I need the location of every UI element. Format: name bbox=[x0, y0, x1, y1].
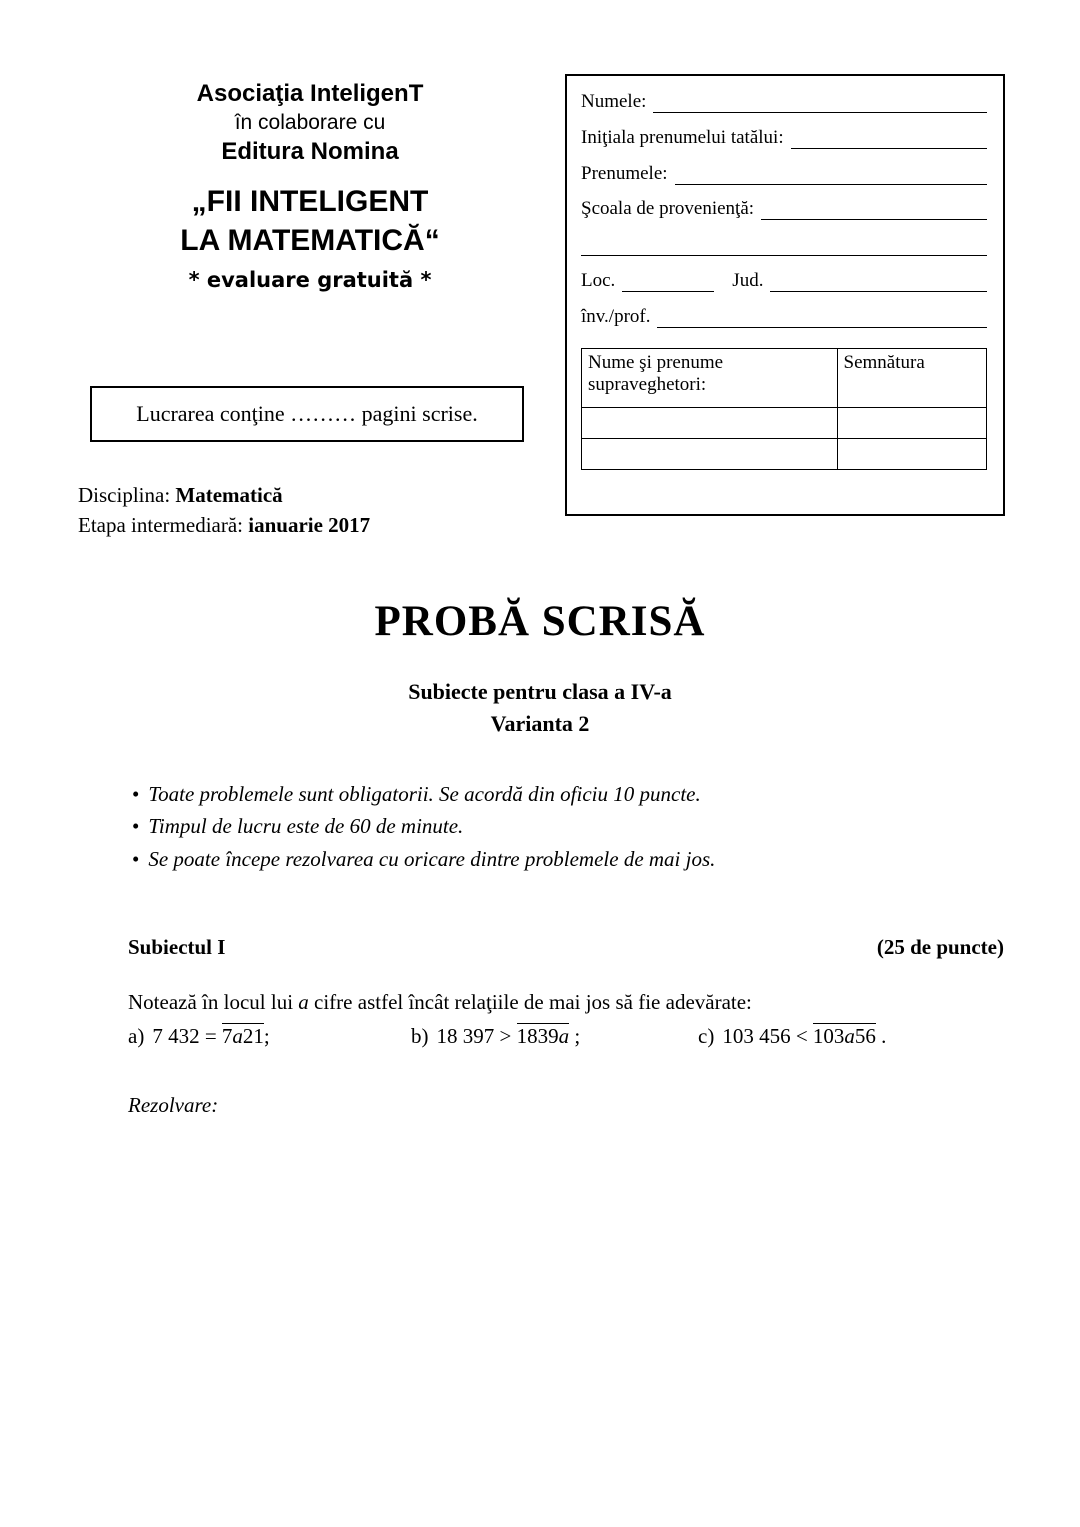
supervisors-table-header bbox=[582, 349, 986, 407]
problems-row bbox=[0, 1023, 1080, 1049]
supervisor-name-cell bbox=[582, 439, 837, 469]
field-inv-prof bbox=[581, 305, 987, 328]
discipline-line bbox=[78, 480, 370, 510]
discipline-label: Disciplina: bbox=[78, 483, 171, 507]
field-loc-jud bbox=[581, 269, 987, 292]
problem-a-label: a) bbox=[128, 1024, 145, 1049]
problem-b-variable: a bbox=[558, 1024, 570, 1049]
problem-c-punct: . bbox=[875, 1024, 887, 1049]
program-title-line2: LA MATEMATICĂ“ bbox=[180, 223, 440, 257]
field-numele bbox=[581, 90, 987, 113]
problem-b-punct: ; bbox=[569, 1024, 581, 1049]
org-collab-text: în colaborare cu bbox=[234, 111, 386, 135]
exam-subtitles bbox=[0, 676, 1080, 740]
stage-line bbox=[78, 510, 370, 540]
problem-c-overline bbox=[813, 1023, 876, 1048]
stage-value: ianuarie 2017 bbox=[248, 513, 371, 538]
pages-count-box: Lucrarea conţine ……… pagini scrise. bbox=[90, 386, 524, 442]
field-jud-label: Jud. bbox=[732, 270, 764, 292]
program-title-line1: „FII INTELIGENT bbox=[191, 184, 429, 218]
problem-c-label: c) bbox=[698, 1024, 715, 1049]
problem-a-variable: a bbox=[232, 1024, 243, 1049]
field-scoala bbox=[581, 198, 987, 221]
problem-a-digits-pre: 7 bbox=[221, 1024, 233, 1049]
field-inv-prof-label: înv./prof. bbox=[581, 305, 651, 327]
instructions-list bbox=[0, 778, 1080, 876]
instruction-item: • Toate problemele sunt obligatorii. Se acordă din oficiu 10 puncte. bbox=[132, 778, 1010, 811]
problem-b-lhs: 18 397 > bbox=[436, 1024, 517, 1049]
field-scoala-line2 bbox=[581, 233, 987, 256]
problem-a-punct: ; bbox=[263, 1024, 270, 1049]
problem-b-digits-pre: 1839 bbox=[516, 1024, 559, 1049]
supervisor-signature-cell bbox=[837, 408, 986, 438]
table-row bbox=[582, 407, 986, 438]
problem-a-overline bbox=[222, 1023, 264, 1048]
supervisor-signature-cell bbox=[837, 439, 986, 469]
field-loc-line bbox=[622, 269, 714, 292]
discipline-value: Matematică bbox=[175, 483, 283, 507]
subject-heading: Subiectul I bbox=[128, 935, 226, 960]
statement-variable: a bbox=[298, 990, 309, 1015]
statement-pre: Notează în locul lui bbox=[128, 990, 299, 1015]
field-initiala bbox=[581, 126, 987, 149]
instruction-item: • Timpul de lucru este de 60 de minute. bbox=[132, 810, 1010, 843]
field-scoala-label: Şcoala de provenienţă: bbox=[581, 198, 755, 220]
variant-subtitle: Varianta 2 bbox=[490, 710, 590, 736]
field-numele-line bbox=[653, 90, 987, 113]
student-info-form bbox=[565, 74, 1005, 516]
program-tagline: * evaluare gratuită * bbox=[188, 267, 432, 292]
signature-header-cell: Semnătura bbox=[837, 349, 986, 407]
field-prenumele bbox=[581, 162, 987, 185]
problem-b-overline bbox=[517, 1023, 570, 1048]
subject-points: (25 de puncte) bbox=[876, 935, 1004, 960]
supervisors-table bbox=[581, 348, 987, 470]
solution-label: Rezolvare: bbox=[128, 1093, 219, 1118]
exam-meta bbox=[78, 480, 370, 541]
field-initiala-line bbox=[791, 126, 987, 149]
org-name: Asociaţia InteligenT bbox=[196, 80, 424, 107]
field-scoala-line bbox=[761, 198, 987, 221]
problem-b-label: b) bbox=[411, 1024, 429, 1049]
field-jud-line bbox=[770, 269, 987, 292]
field-scoala-continuation bbox=[581, 233, 987, 256]
subject-heading-row bbox=[0, 935, 1080, 960]
table-row bbox=[582, 438, 986, 469]
problem-a-digits-post: 21 bbox=[242, 1024, 264, 1049]
problem-c-digits-pre: 103 bbox=[812, 1024, 845, 1049]
field-initiala-label: Iniţiala prenumelui tatălui: bbox=[581, 126, 784, 148]
statement-post: cifre astfel încât relaţiile de mai jos să fie adevărate: bbox=[308, 990, 752, 1015]
problem-c bbox=[698, 1023, 886, 1049]
field-loc-label: Loc. bbox=[581, 270, 616, 292]
supervisor-name-cell bbox=[582, 408, 837, 438]
problem-a-lhs: 7 432 = bbox=[152, 1024, 222, 1049]
problem-b bbox=[411, 1023, 698, 1049]
field-prenumele-label: Prenumele: bbox=[581, 162, 668, 184]
problem-a bbox=[128, 1023, 411, 1049]
program-title bbox=[120, 182, 500, 260]
problem-statement bbox=[0, 990, 1080, 1015]
supervisors-header-cell: Nume şi prenume supraveghetori: bbox=[588, 351, 724, 395]
instruction-item: • Se poate începe rezolvarea cu oricare dintre problemele de mai jos. bbox=[132, 843, 1010, 876]
stage-label: Etapa intermediară: bbox=[78, 513, 243, 538]
exam-body bbox=[0, 597, 1080, 1118]
field-numele-label: Numele: bbox=[581, 90, 647, 112]
organization-header bbox=[120, 78, 500, 292]
problem-c-digits-post: 56 bbox=[854, 1024, 876, 1049]
publisher-name: Editura Nomina bbox=[221, 138, 399, 166]
field-inv-prof-line bbox=[657, 305, 987, 328]
problem-c-lhs: 103 456 < bbox=[722, 1024, 813, 1049]
problem-c-variable: a bbox=[844, 1024, 855, 1049]
class-subtitle: Subiecte pentru clasa a IV-a bbox=[408, 679, 672, 704]
field-prenumele-line bbox=[675, 162, 987, 185]
page-title: PROBĂ SCRISĂ bbox=[374, 598, 706, 645]
